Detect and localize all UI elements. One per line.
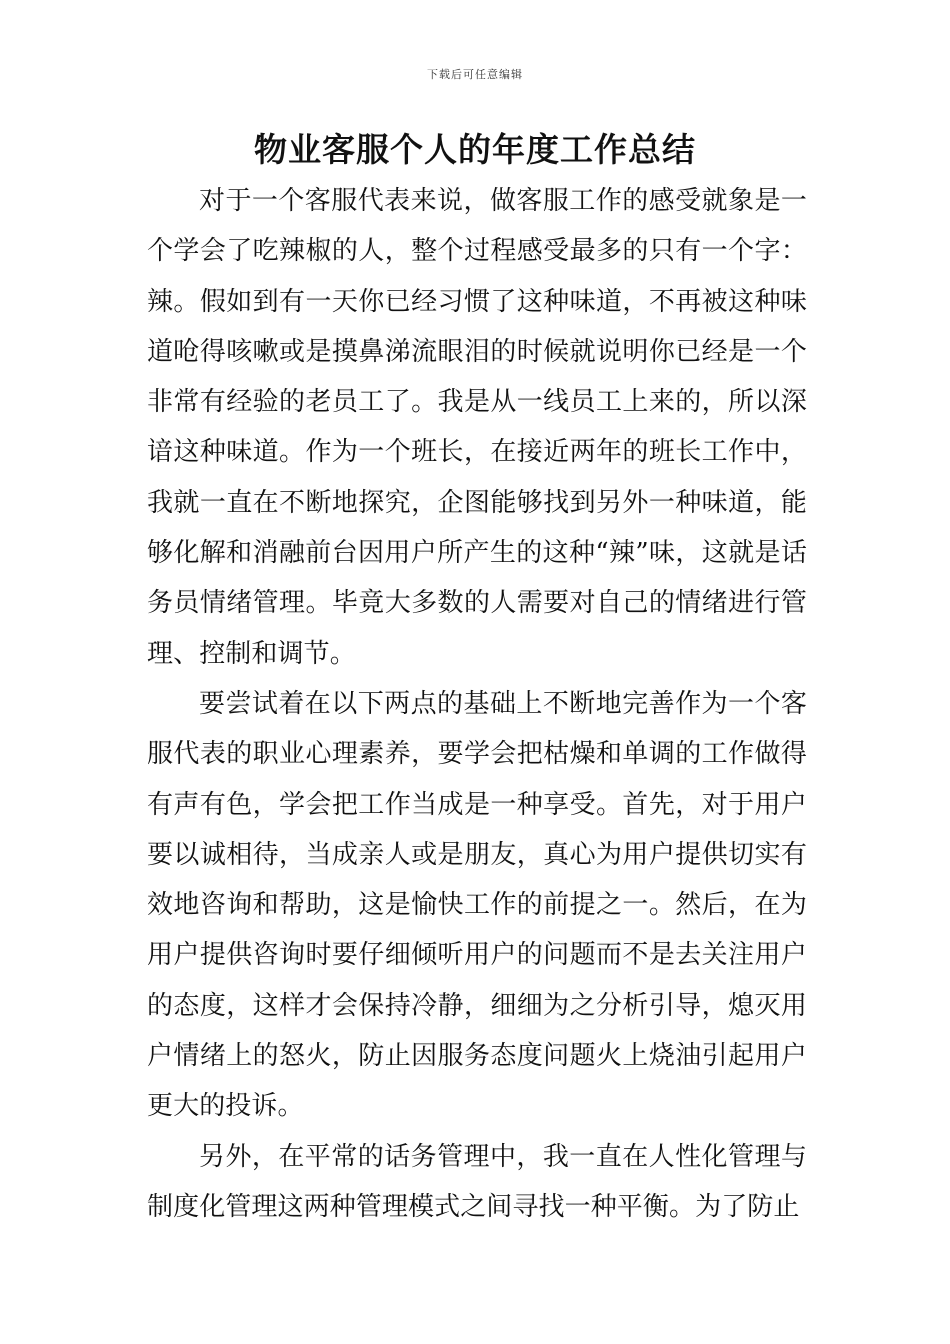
paragraph-2: 要尝试着在以下两点的基础上不断地完善作为一个客服代表的职业心理素养，要学会把枯燥和单调的工作做得有声有色，学会把工作当成是一种享受。首先，对于用户要以诚相待，当成亲人或是朋友，真心为用户提供切实有效地咨询和帮助，这是愉快工作的前提之一。然后，在为用户提供咨询时要仔细倾听用户的问题而不是去关注用户的态度，这样才会保持冷静，细细为之分析引导，熄灭用户情绪上的怒火，防止因服务态度问题火上烧油引起用户更大的投诉。 xyxy=(147,688,807,1122)
header-note: 下载后可任意编辑 xyxy=(427,68,523,81)
document-title: 物业客服个人的年度工作总结 xyxy=(254,130,696,169)
paragraph-1: 对于一个客服代表来说，做客服工作的感受就象是一个学会了吃辣椒的人，整个过程感受最多的只有一个字：辣。假如到有一天你已经习惯了这种味道，不再被这种味道呛得咳嗽或是摸鼻涕流眼泪的时候就说明你已经是一个非常有经验的老员工了。我是从一线员工上来的，所以深谙这种味道。作为一个班长，在接近两年的班长工作中，我就一直在不断地探究，企图能够找到另外一种味道，能够化解和消融前台因用户所产生的这种“辣”味，这就是话务员情绪管理。毕竟大多数的人需要对自己的情绪进行管理、控制和调节。 xyxy=(147,186,807,669)
paragraph-3: 另外，在平常的话务管理中，我一直在人性化管理与制度化管理这两种管理模式之间寻找一种平衡。为了防止 xyxy=(147,1141,807,1222)
document-body xyxy=(147,176,807,1232)
